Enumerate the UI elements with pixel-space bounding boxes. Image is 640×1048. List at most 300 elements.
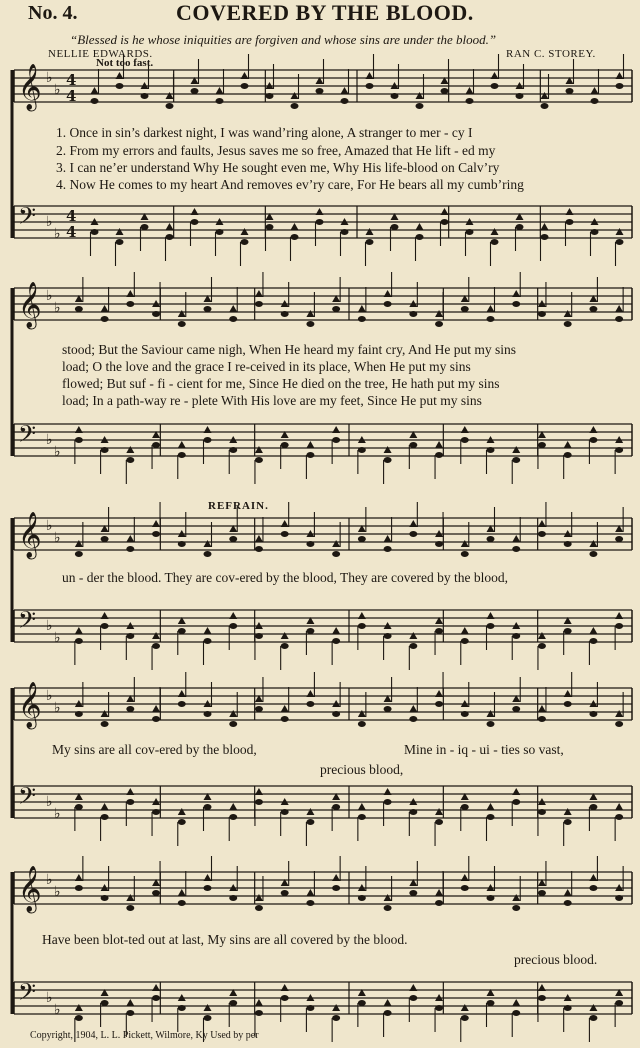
note-head (366, 239, 374, 245)
note-head (615, 803, 623, 810)
flat-sign: ♭ (54, 700, 61, 716)
note-head (255, 301, 263, 307)
note-head (541, 92, 549, 99)
note-head (615, 814, 623, 820)
note-head (341, 87, 349, 94)
bass-clef: 𝄢 (18, 606, 37, 639)
note-head (126, 457, 134, 463)
note-head (461, 1004, 469, 1011)
note-head (435, 900, 443, 906)
note-head (281, 705, 289, 712)
note-head (306, 441, 314, 448)
note-head (126, 799, 134, 805)
note-head (255, 799, 263, 805)
note-head (384, 905, 392, 911)
note-head (409, 311, 417, 317)
note-head (564, 541, 572, 547)
note-head (332, 1004, 340, 1011)
note-head (615, 316, 623, 322)
note-head (166, 103, 174, 109)
note-head (306, 889, 314, 896)
note-head (75, 306, 83, 312)
bass-clef: 𝄢 (18, 978, 37, 1011)
note-head (512, 457, 520, 463)
note-head (306, 1005, 314, 1011)
flat-sign: ♭ (54, 82, 61, 98)
note-head (126, 546, 134, 552)
note-head (384, 633, 392, 639)
note-head (332, 1015, 340, 1021)
verse-1-line-b: stood; But the Saviour came nigh, When He heard my faint cry, And He put my sins (62, 342, 517, 357)
note-head (591, 87, 599, 94)
note-head (255, 535, 263, 542)
note-head (589, 306, 597, 312)
note-head (229, 814, 237, 820)
note-head (281, 643, 289, 649)
note-head (229, 803, 237, 810)
flat-sign: ♭ (46, 288, 53, 304)
bass-clef: 𝄢 (18, 420, 37, 453)
note-head (435, 819, 443, 825)
note-head (126, 535, 134, 542)
note-head (255, 706, 263, 712)
note-head (512, 788, 520, 795)
flat-sign: ♭ (54, 1002, 61, 1018)
note-head (491, 83, 499, 89)
note-head (332, 437, 340, 443)
note-head (152, 984, 160, 991)
note-head (255, 905, 263, 911)
note-head (461, 551, 469, 557)
note-head (512, 535, 520, 542)
flat-sign: ♭ (54, 630, 61, 646)
note-head (241, 228, 249, 235)
note-head (512, 301, 520, 307)
note-head (126, 290, 134, 297)
note-head (491, 72, 499, 79)
note-head (306, 701, 314, 707)
note-head (229, 447, 237, 453)
note-head (332, 551, 340, 557)
note-head (255, 1010, 263, 1016)
note-head (204, 1004, 212, 1011)
note-head (416, 92, 424, 99)
note-head (512, 546, 520, 552)
note-head (266, 93, 274, 99)
note-head (126, 905, 134, 911)
epigraph: “Blessed is he whose iniquities are forgiven and whose sins are under the blood.” (70, 32, 497, 47)
note-head (409, 520, 417, 527)
flat-sign: ♭ (46, 70, 53, 86)
note-head (178, 321, 186, 327)
note-head (615, 536, 623, 542)
note-head (126, 788, 134, 795)
note-head (358, 536, 366, 542)
note-head (564, 808, 572, 815)
note-head (126, 633, 134, 639)
treble-clef: 𝄞 (18, 866, 42, 912)
note-head (126, 706, 134, 712)
note-head (229, 710, 237, 717)
note-head (178, 452, 186, 458)
note-head (241, 83, 249, 89)
note-head (615, 447, 623, 453)
note-head (461, 804, 469, 810)
note-head (566, 219, 574, 225)
note-head (615, 623, 623, 629)
note-head (152, 705, 160, 712)
note-head (564, 900, 572, 906)
note-head (204, 426, 212, 433)
note-head (416, 103, 424, 109)
treble-clef: 𝄞 (18, 682, 42, 728)
note-head (435, 808, 443, 815)
verse-3-line-b: flowed; But suf - fi - cient for me, Since He died on the tree, He hath put my sins (62, 376, 500, 391)
note-head (487, 536, 495, 542)
flat-sign: ♭ (54, 806, 61, 822)
flat-sign: ♭ (46, 618, 53, 634)
note-head (281, 984, 289, 991)
note-head (541, 234, 549, 240)
note-head (191, 219, 199, 225)
note-head (75, 638, 83, 644)
note-head (435, 541, 443, 547)
note-head (358, 316, 366, 322)
note-head (281, 890, 289, 896)
note-head (178, 541, 186, 547)
note-head (589, 638, 597, 644)
composer: RAN C. STOREY. (506, 48, 596, 60)
note-head (461, 874, 469, 881)
note-head (589, 426, 597, 433)
note-head (291, 234, 299, 240)
note-head (589, 874, 597, 881)
note-head (487, 305, 495, 312)
note-head (566, 208, 574, 215)
note-head (512, 1010, 520, 1016)
note-head (391, 93, 399, 99)
note-head (589, 804, 597, 810)
note-head (191, 208, 199, 215)
note-head (409, 984, 417, 991)
note-head (487, 612, 495, 619)
note-head (538, 890, 546, 896)
note-head (516, 224, 524, 230)
note-head (178, 1005, 186, 1011)
note-head (75, 426, 83, 433)
note-head (358, 1000, 366, 1006)
note-head (332, 885, 340, 891)
note-head (358, 710, 366, 717)
note-head (281, 442, 289, 448)
note-head (491, 239, 499, 245)
note-head (341, 98, 349, 104)
note-head (306, 819, 314, 825)
note-head (409, 995, 417, 1001)
note-head (516, 93, 524, 99)
note-head (461, 638, 469, 644)
note-head (384, 799, 392, 805)
note-head (358, 447, 366, 453)
note-head (152, 520, 160, 527)
note-head (589, 885, 597, 891)
bass-clef: 𝄢 (18, 782, 37, 815)
note-head (204, 638, 212, 644)
refrain-echo-2: precious blood. (514, 952, 598, 967)
refrain-line-2: My sins are all cov-ered by the blood, (52, 742, 257, 757)
note-head (538, 716, 546, 722)
note-head (466, 229, 474, 235)
flat-sign: ♭ (46, 214, 53, 230)
note-head (216, 87, 224, 94)
note-head (204, 437, 212, 443)
note-head (316, 208, 324, 215)
note-head (435, 310, 443, 317)
note-head (91, 87, 99, 94)
note-head (216, 229, 224, 235)
note-head (101, 710, 109, 717)
note-head (306, 628, 314, 634)
note-head (409, 442, 417, 448)
verse-4-line-a: 4. Now He comes to my heart And removes ev’ry care, For He bears all my cumb’ring (56, 177, 524, 192)
note-head (229, 721, 237, 727)
note-head (332, 306, 340, 312)
flat-sign: ♭ (54, 226, 61, 242)
note-head (384, 999, 392, 1006)
time-signature-bottom: 4 (66, 223, 77, 241)
refrain-label: REFRAIN. (208, 500, 269, 512)
note-head (564, 690, 572, 697)
note-head (204, 711, 212, 717)
note-head (487, 721, 495, 727)
note-head (141, 93, 149, 99)
note-head (316, 219, 324, 225)
note-head (204, 1015, 212, 1021)
note-head (435, 690, 443, 697)
note-head (409, 716, 417, 722)
note-head (332, 638, 340, 644)
note-head (116, 228, 124, 235)
verse-3-line-a: 3. I can ne’er understand Why He sought even me, Why His life-blood on Calv’ry (56, 160, 500, 175)
hymn-number: No. 4. (28, 2, 78, 24)
note-head (589, 1004, 597, 1011)
time-signature-top: 4 (66, 207, 77, 225)
note-head (332, 540, 340, 547)
note-head (487, 1000, 495, 1006)
note-head (487, 447, 495, 453)
note-head (266, 224, 274, 230)
note-head (564, 889, 572, 896)
note-head (615, 305, 623, 312)
flat-sign: ♭ (46, 794, 53, 810)
note-head (538, 632, 546, 639)
note-head (435, 452, 443, 458)
note-head (538, 809, 546, 815)
note-head (101, 612, 109, 619)
note-head (589, 551, 597, 557)
note-head (384, 290, 392, 297)
note-head (291, 223, 299, 230)
note-head (126, 999, 134, 1006)
note-head (441, 88, 449, 94)
note-head (126, 446, 134, 453)
tempo-marking: Not too fast. (96, 57, 154, 69)
note-head (204, 540, 212, 547)
note-head (541, 103, 549, 109)
note-head (616, 239, 624, 245)
note-head (281, 632, 289, 639)
note-head (435, 701, 443, 707)
note-head (75, 885, 83, 891)
note-head (512, 706, 520, 712)
note-head (384, 535, 392, 542)
note-head (229, 623, 237, 629)
note-head (384, 301, 392, 307)
note-head (538, 442, 546, 448)
note-head (564, 441, 572, 448)
note-head (409, 890, 417, 896)
refrain-echo-1: precious blood, (320, 762, 404, 777)
note-head (615, 895, 623, 901)
note-head (512, 290, 520, 297)
note-head (384, 457, 392, 463)
note-head (564, 452, 572, 458)
note-head (564, 819, 572, 825)
note-head (306, 321, 314, 327)
note-head (255, 546, 263, 552)
note-head (281, 716, 289, 722)
note-head (241, 72, 249, 79)
note-head (332, 804, 340, 810)
note-head (75, 874, 83, 881)
note-head (358, 721, 366, 727)
note-head (241, 239, 249, 245)
note-head (281, 995, 289, 1001)
note-head (101, 1000, 109, 1006)
note-head (512, 905, 520, 911)
note-head (316, 88, 324, 94)
note-head (366, 72, 374, 79)
note-head (255, 446, 263, 453)
note-head (461, 437, 469, 443)
note-head (466, 87, 474, 94)
note-head (281, 531, 289, 537)
note-head (487, 803, 495, 810)
refrain-line-3: Mine in - iq - ui - ties so vast, (404, 742, 564, 757)
note-head (591, 229, 599, 235)
note-head (416, 223, 424, 230)
note-head (615, 1000, 623, 1006)
note-head (332, 627, 340, 634)
note-head (435, 1005, 443, 1011)
note-head (191, 88, 199, 94)
note-head (589, 1015, 597, 1021)
note-head (564, 701, 572, 707)
note-head (384, 446, 392, 453)
note-head (101, 536, 109, 542)
note-head (178, 819, 186, 825)
note-head (564, 628, 572, 634)
note-head (409, 531, 417, 537)
note-head (615, 710, 623, 717)
note-head (538, 984, 546, 991)
flat-sign: ♭ (54, 530, 61, 546)
note-head (441, 208, 449, 215)
note-head (384, 788, 392, 795)
note-head (178, 889, 186, 896)
note-head (255, 633, 263, 639)
note-head (616, 83, 624, 89)
note-head (512, 894, 520, 901)
note-head (358, 305, 366, 312)
flat-sign: ♭ (46, 872, 53, 888)
note-head (281, 809, 289, 815)
note-head (75, 540, 83, 547)
note-head (332, 711, 340, 717)
flat-sign: ♭ (46, 518, 53, 534)
note-head (152, 890, 160, 896)
note-head (332, 426, 340, 433)
note-head (281, 311, 289, 317)
note-head (566, 88, 574, 94)
note-head (306, 808, 314, 815)
note-head (178, 441, 186, 448)
note-head (512, 446, 520, 453)
note-head (384, 706, 392, 712)
treble-clef: 𝄞 (18, 512, 42, 558)
note-head (564, 310, 572, 317)
flat-sign: ♭ (54, 300, 61, 316)
note-head (204, 306, 212, 312)
refrain-line-4: Have been blot-ted out at last, My sins are all covered by the blood. (42, 932, 408, 947)
note-head (435, 441, 443, 448)
note-head (564, 1005, 572, 1011)
note-head (116, 239, 124, 245)
note-head (512, 799, 520, 805)
note-head (255, 788, 263, 795)
note-head (487, 316, 495, 322)
note-head (491, 228, 499, 235)
note-head (306, 541, 314, 547)
lyricist: NELLIE EDWARDS. (48, 48, 153, 60)
note-head (101, 895, 109, 901)
note-head (229, 895, 237, 901)
note-head (461, 711, 469, 717)
note-head (538, 995, 546, 1001)
note-head (75, 627, 83, 634)
note-head (101, 721, 109, 727)
note-head (306, 900, 314, 906)
note-head (255, 999, 263, 1006)
note-head (384, 894, 392, 901)
note-head (75, 804, 83, 810)
note-head (152, 632, 160, 639)
note-head (615, 612, 623, 619)
note-head (101, 447, 109, 453)
flat-sign: ♭ (46, 688, 53, 704)
note-head (229, 536, 237, 542)
note-head (178, 701, 186, 707)
note-head (616, 228, 624, 235)
note-head (358, 623, 366, 629)
bass-clef: 𝄢 (18, 202, 37, 235)
note-head (166, 234, 174, 240)
note-head (541, 223, 549, 230)
note-head (204, 551, 212, 557)
note-head (461, 426, 469, 433)
flat-sign: ♭ (54, 884, 61, 900)
note-head (101, 305, 109, 312)
